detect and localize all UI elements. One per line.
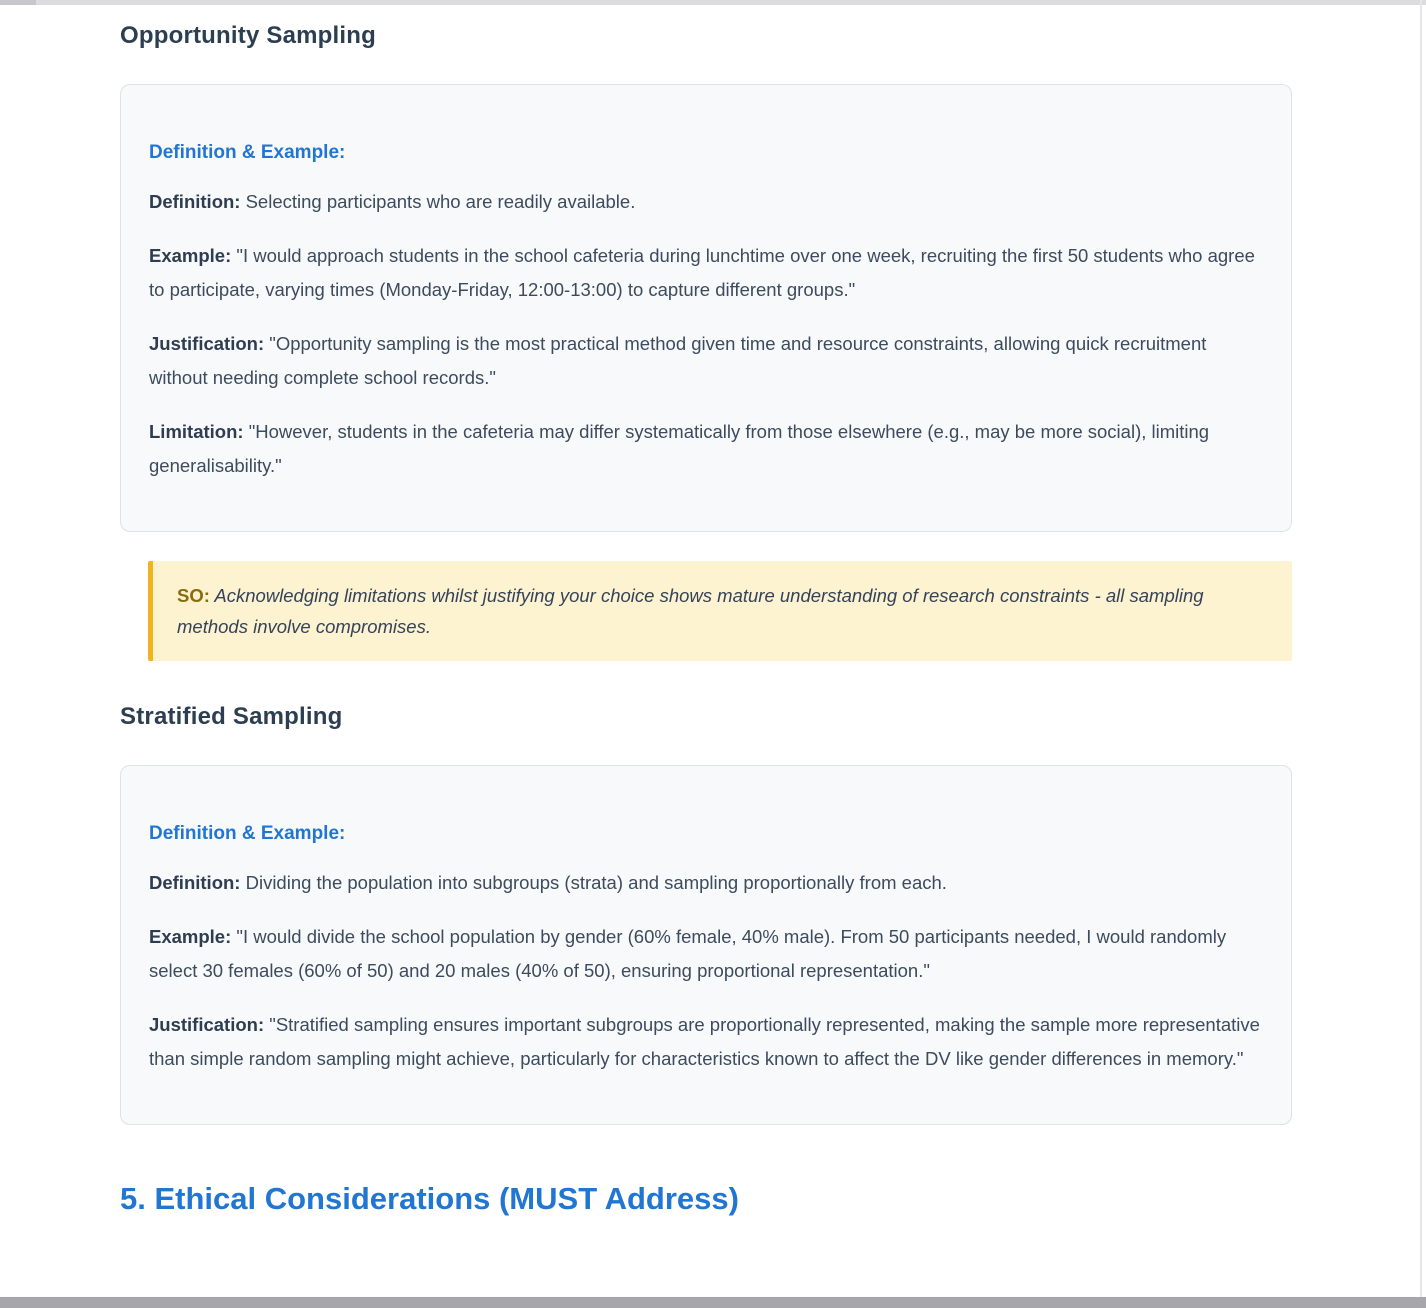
opportunity-sampling-card bbox=[120, 84, 1292, 532]
paragraph-text: "Stratified sampling ensures important subgroups are proportionally represented, making the sample more representative than simple random sampling might achieve, particularly for characteristics known to affect the DV like gender differences in memory." bbox=[149, 1014, 1260, 1069]
heading-stratified-sampling: Stratified Sampling bbox=[120, 703, 343, 730]
paragraph-definition bbox=[149, 866, 1261, 900]
paragraph-definition bbox=[149, 185, 1261, 219]
paragraph-text: "Opportunity sampling is the most practical method given time and resource constraints, allowing quick recruitment without needing complete school records." bbox=[149, 333, 1207, 388]
horizontal-scrollbar[interactable] bbox=[0, 1297, 1426, 1308]
window-top-edge-corner bbox=[0, 0, 36, 5]
paragraph-label: Example: bbox=[149, 245, 232, 266]
paragraph-text: Selecting participants who are readily available. bbox=[245, 191, 636, 212]
paragraph-text: "I would approach students in the school cafeteria during lunchtime over one week, recruiting the first 50 students who agree to participate, varying times (Monday-Friday, 12:00-13:00) to capture different groups." bbox=[149, 245, 1255, 300]
paragraph-limitation bbox=[149, 415, 1261, 483]
paragraph-label: Justification: bbox=[149, 1014, 265, 1035]
paragraph-label: Justification: bbox=[149, 333, 265, 354]
paragraph-label: Definition: bbox=[149, 191, 241, 212]
card-subheading: Definition & Example: bbox=[149, 823, 346, 844]
paragraph-text: Dividing the population into subgroups (strata) and sampling proportionally from each. bbox=[245, 872, 947, 893]
heading-opportunity-sampling: Opportunity Sampling bbox=[120, 22, 376, 49]
paragraph-justification bbox=[149, 327, 1261, 395]
callout-label: SO: bbox=[177, 585, 210, 606]
so-tip-callout bbox=[148, 561, 1292, 661]
window-top-edge bbox=[0, 0, 1426, 5]
paragraph-text: "I would divide the school population by gender (60% female, 40% male). From 50 participants needed, I would randomly select 30 females (60% of 50) and 20 males (40% of 50), ensuring proportional representation." bbox=[149, 926, 1227, 981]
paragraph-label: Example: bbox=[149, 926, 232, 947]
window-right-edge bbox=[1420, 0, 1422, 1308]
stratified-sampling-card bbox=[120, 765, 1292, 1125]
paragraph-example bbox=[149, 239, 1261, 307]
paragraph-label: Definition: bbox=[149, 872, 241, 893]
paragraph-text: "However, students in the cafeteria may differ systematically from those elsewhere (e.g., may be more social), limiting generalisability." bbox=[149, 421, 1210, 476]
paragraph-example bbox=[149, 920, 1261, 988]
card-subheading: Definition & Example: bbox=[149, 142, 346, 163]
heading-ethical-considerations: 5. Ethical Considerations (MUST Address) bbox=[120, 1181, 739, 1216]
paragraph-label: Limitation: bbox=[149, 421, 244, 442]
callout-text: Acknowledging limitations whilst justifying your choice shows mature understanding of research constraints - all sampling methods involve compromises. bbox=[177, 585, 1204, 637]
paragraph-justification bbox=[149, 1008, 1261, 1076]
